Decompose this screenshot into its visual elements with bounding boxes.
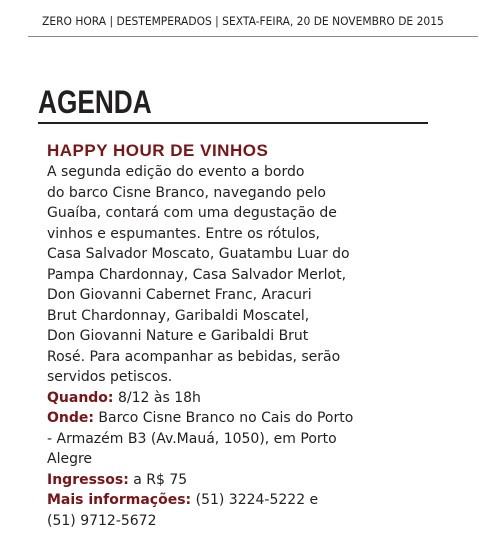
info-field	[47, 490, 407, 531]
section-title: AGENDA	[38, 84, 152, 120]
description-line: Casa Salvador Moscato, Guatambu Luar do	[47, 246, 350, 262]
description-line: Guaíba, contará com uma degustação de	[47, 205, 337, 221]
tickets-field	[47, 470, 407, 491]
description-line: Don Giovanni Nature e Garibaldi Brut	[47, 328, 309, 344]
description-line: Rosé. Para acompanhar as bebidas, serão	[47, 348, 341, 365]
when-label: Quando:	[47, 389, 114, 406]
when-field	[47, 388, 407, 409]
info-value-line: (51) 3224-5222 e	[191, 492, 319, 508]
where-value-line: - Armazém B3 (Av.Mauá, 1050), em Porto	[47, 430, 337, 447]
where-value-line: Alegre	[47, 451, 93, 467]
tickets-value: a R$ 75	[128, 471, 188, 488]
where-value-line: Barco Cisne Branco no Cais do Porto	[93, 410, 354, 426]
description-line: do barco Cisne Branco, navegando pelo	[47, 184, 326, 201]
event-article	[47, 140, 487, 531]
description-line: servidos petiscos.	[47, 369, 173, 385]
section-title-underline	[38, 122, 428, 124]
where-field	[47, 408, 407, 470]
description-line: vinhos e espumantes. Entre os rótulos,	[47, 225, 320, 242]
when-value: 8/12 às 18h	[113, 389, 201, 406]
where-label: Onde:	[47, 410, 94, 426]
description-line: Pampa Chardonnay, Casa Salvador Merlot,	[47, 266, 347, 283]
description-line: Don Giovanni Cabernet Franc, Aracuri	[47, 287, 312, 303]
tickets-label: Ingressos:	[47, 471, 129, 488]
info-value-line: (51) 9712-5672	[47, 512, 157, 529]
event-title: HAPPY HOUR DE VINHOS	[47, 141, 269, 160]
masthead-divider	[28, 36, 478, 37]
info-label: Mais informações:	[47, 492, 192, 508]
event-body	[47, 162, 407, 531]
event-description	[47, 162, 407, 388]
masthead: ZERO HORA | DESTEMPERADOS | SEXTA-FEIRA, 20 DE NOVEMBRO DE 2015	[42, 14, 444, 28]
description-line: A segunda edição do evento a bordo	[47, 164, 305, 180]
description-line: Brut Chardonnay, Garibaldi Moscatel,	[47, 307, 310, 324]
